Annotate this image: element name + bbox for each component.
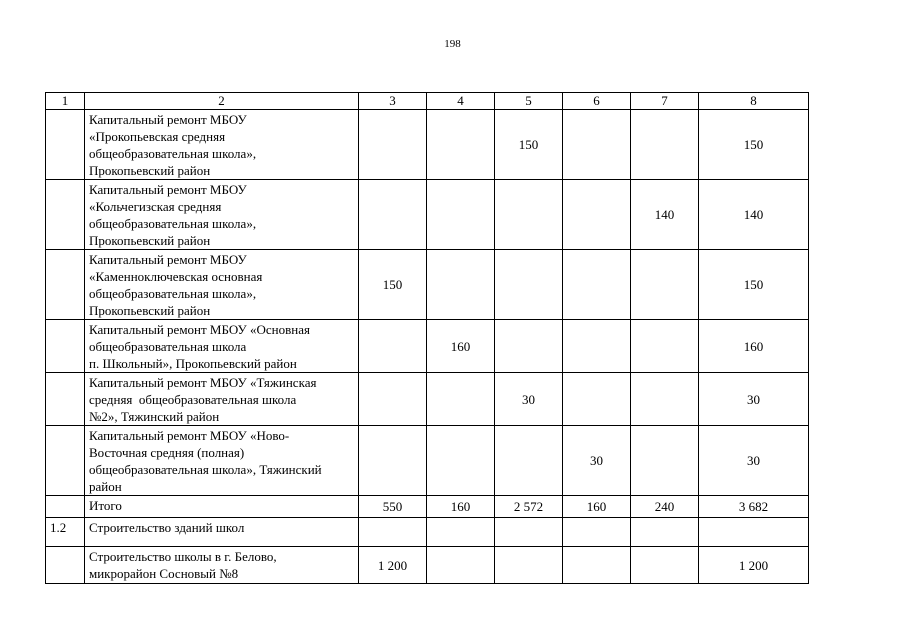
value-col-3 — [359, 373, 427, 426]
column-number-row — [46, 93, 809, 110]
item-name — [85, 373, 359, 426]
value-col-5 — [495, 547, 563, 584]
item-name — [85, 426, 359, 496]
value-col-6 — [563, 110, 631, 180]
value-col-5 — [495, 426, 563, 496]
value-col-8: 30 — [699, 373, 809, 426]
item-name-line: микрорайон Сосновый №8 — [89, 566, 239, 581]
value-col-6 — [563, 250, 631, 320]
item-name-line: «Прокопьевская средняя — [89, 129, 226, 144]
item-name-line: Прокопьевский район — [89, 233, 211, 248]
value-col-3 — [359, 518, 427, 547]
item-name-line: п. Школьный», Прокопьевский район — [89, 356, 297, 371]
item-name-line: Строительство зданий школ — [89, 520, 245, 535]
value-col-8: 150 — [699, 250, 809, 320]
item-name — [85, 496, 359, 518]
value-col-3: 550 — [359, 496, 427, 518]
item-name-line: район — [89, 479, 122, 494]
item-name-line: общеобразовательная школа», Тяжинский — [89, 462, 322, 477]
item-name-line: Восточная средняя (полная) — [89, 445, 245, 460]
value-col-5: 2 572 — [495, 496, 563, 518]
item-name-line: Капитальный ремонт МБОУ — [89, 112, 247, 127]
table-row — [46, 373, 809, 426]
row-number — [46, 250, 85, 320]
value-col-8: 150 — [699, 110, 809, 180]
column-number: 2 — [85, 93, 359, 110]
value-col-6 — [563, 320, 631, 373]
item-name-line: «Кольчегизская средняя — [89, 199, 222, 214]
item-name-line: Капитальный ремонт МБОУ — [89, 252, 247, 267]
item-name-line: Итого — [89, 498, 122, 513]
value-col-5 — [495, 320, 563, 373]
value-col-3 — [359, 180, 427, 250]
value-col-5 — [495, 250, 563, 320]
value-col-6 — [563, 547, 631, 584]
item-name-line: общеобразовательная школа — [89, 339, 247, 354]
value-col-4 — [427, 110, 495, 180]
value-col-8: 30 — [699, 426, 809, 496]
value-col-8 — [699, 518, 809, 547]
value-col-4 — [427, 547, 495, 584]
value-col-4 — [427, 373, 495, 426]
value-col-7 — [631, 518, 699, 547]
column-number: 7 — [631, 93, 699, 110]
value-col-6 — [563, 518, 631, 547]
item-name-line: средняя общеобразовательная школа — [89, 392, 297, 407]
row-number — [46, 110, 85, 180]
row-number — [46, 496, 85, 518]
value-col-7 — [631, 547, 699, 584]
item-name-line: Капитальный ремонт МБОУ — [89, 182, 247, 197]
item-name-line: Прокопьевский район — [89, 303, 211, 318]
value-col-5: 30 — [495, 373, 563, 426]
item-name — [85, 518, 359, 547]
value-col-7: 240 — [631, 496, 699, 518]
item-name — [85, 320, 359, 373]
value-col-6 — [563, 180, 631, 250]
value-col-7 — [631, 320, 699, 373]
value-col-7 — [631, 373, 699, 426]
table-row — [46, 547, 809, 584]
value-col-5: 150 — [495, 110, 563, 180]
table-row — [46, 320, 809, 373]
table-row — [46, 496, 809, 518]
value-col-7 — [631, 110, 699, 180]
item-name-line: Капитальный ремонт МБОУ «Тяжинская — [89, 375, 317, 390]
value-col-5 — [495, 518, 563, 547]
value-col-3 — [359, 320, 427, 373]
item-name-line: Прокопьевский район — [89, 163, 211, 178]
item-name-line: «Каменноключевская основная — [89, 269, 263, 284]
column-number: 3 — [359, 93, 427, 110]
value-col-6 — [563, 373, 631, 426]
table-row — [46, 426, 809, 496]
row-number — [46, 426, 85, 496]
value-col-3: 1 200 — [359, 547, 427, 584]
value-col-6: 160 — [563, 496, 631, 518]
table-row — [46, 518, 809, 547]
column-number: 8 — [699, 93, 809, 110]
row-number — [46, 180, 85, 250]
column-number: 6 — [563, 93, 631, 110]
value-col-7: 140 — [631, 180, 699, 250]
item-name-line: Капитальный ремонт МБОУ «Ново- — [89, 428, 290, 443]
table-row — [46, 110, 809, 180]
row-number: 1.2 — [46, 518, 85, 547]
value-col-5 — [495, 180, 563, 250]
value-col-7 — [631, 250, 699, 320]
value-col-8: 3 682 — [699, 496, 809, 518]
column-number: 4 — [427, 93, 495, 110]
column-number: 5 — [495, 93, 563, 110]
value-col-8: 160 — [699, 320, 809, 373]
table-row — [46, 250, 809, 320]
value-col-6: 30 — [563, 426, 631, 496]
budget-table — [45, 92, 809, 584]
item-name — [85, 180, 359, 250]
value-col-4: 160 — [427, 320, 495, 373]
page-number: 198 — [444, 38, 461, 50]
value-col-8: 1 200 — [699, 547, 809, 584]
value-col-8: 140 — [699, 180, 809, 250]
item-name-line: №2», Тяжинский район — [89, 409, 220, 424]
item-name-line: Строительство школы в г. Белово, — [89, 549, 277, 564]
table-row — [46, 180, 809, 250]
column-number: 1 — [46, 93, 85, 110]
value-col-7 — [631, 426, 699, 496]
item-name — [85, 250, 359, 320]
value-col-4: 160 — [427, 496, 495, 518]
row-number — [46, 373, 85, 426]
value-col-3 — [359, 426, 427, 496]
row-number — [46, 547, 85, 584]
item-name-line: общеобразовательная школа», — [89, 286, 257, 301]
row-number — [46, 320, 85, 373]
item-name-line: общеобразовательная школа», — [89, 216, 257, 231]
value-col-3 — [359, 110, 427, 180]
item-name-line: Капитальный ремонт МБОУ «Основная — [89, 322, 310, 337]
value-col-4 — [427, 426, 495, 496]
value-col-4 — [427, 250, 495, 320]
item-name — [85, 547, 359, 584]
value-col-4 — [427, 518, 495, 547]
value-col-3: 150 — [359, 250, 427, 320]
item-name — [85, 110, 359, 180]
item-name-line: общеобразовательная школа», — [89, 146, 257, 161]
value-col-4 — [427, 180, 495, 250]
